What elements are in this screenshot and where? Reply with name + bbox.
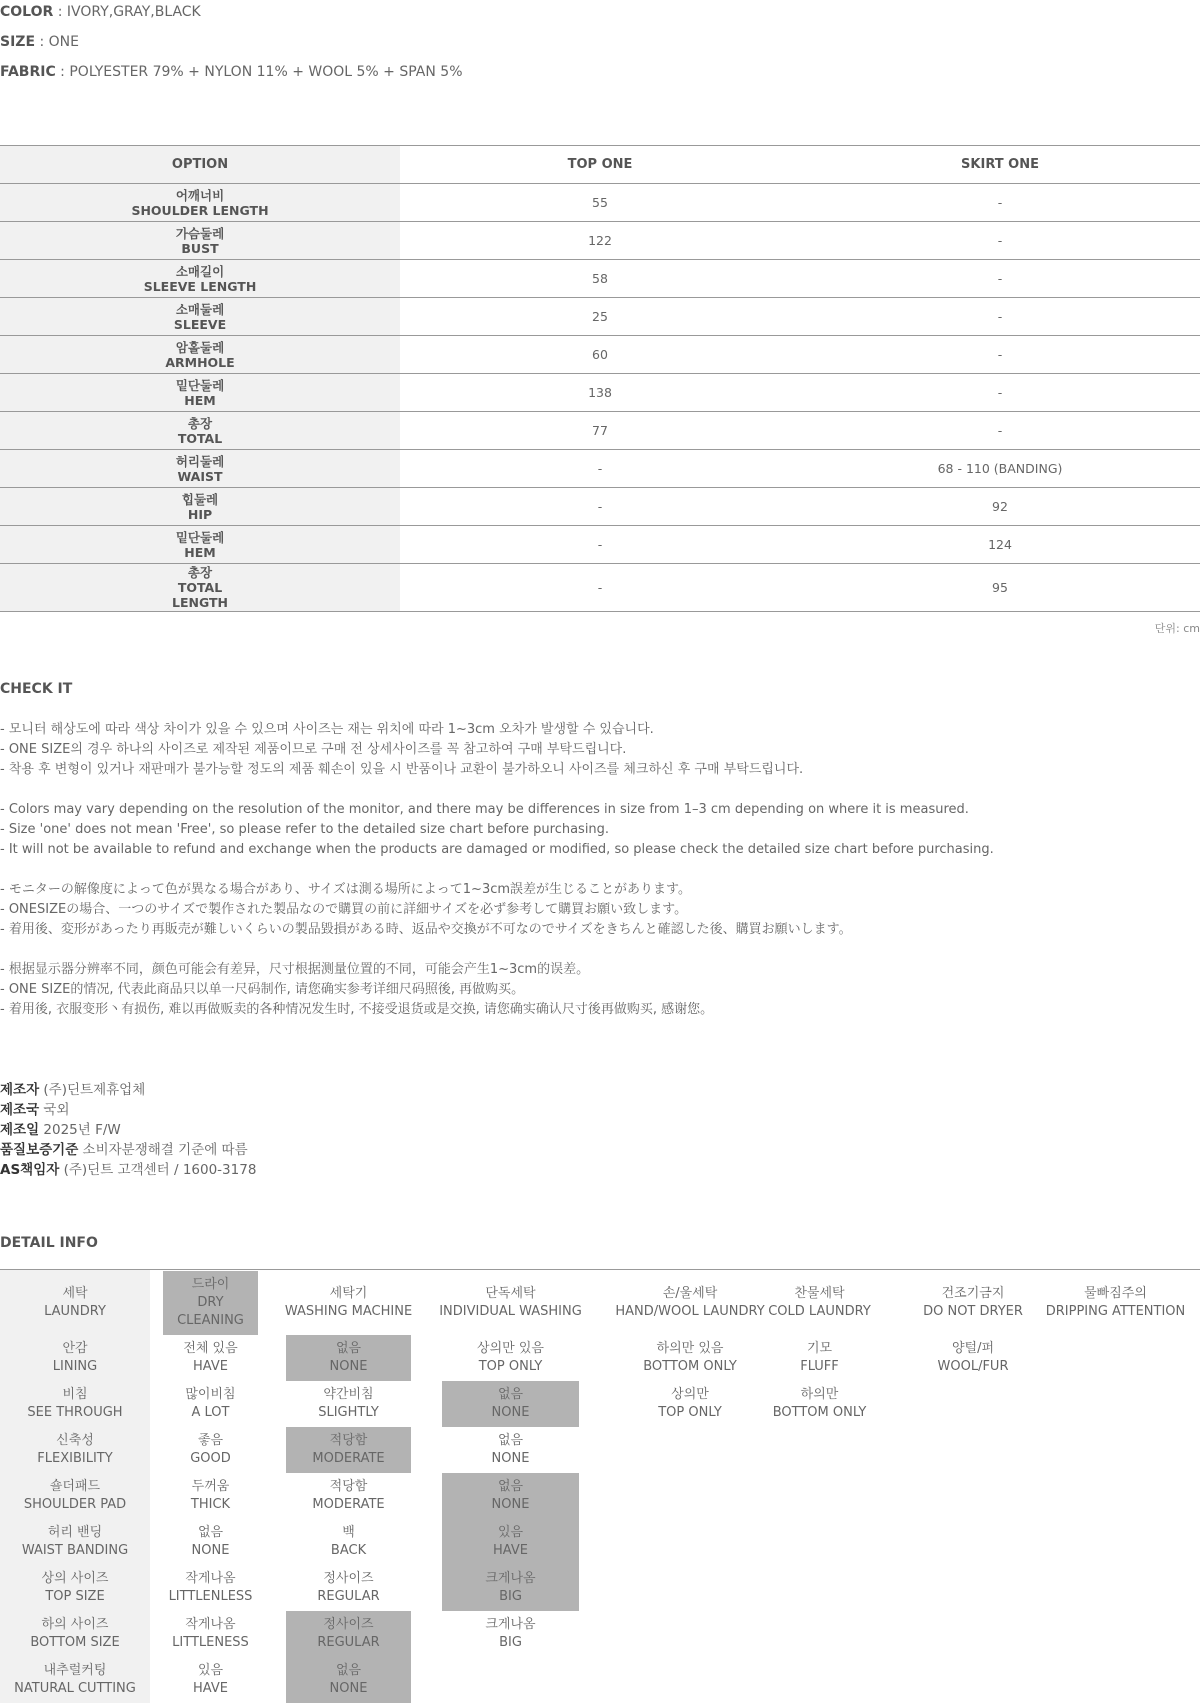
detail-option-text: 없음 [335,1341,362,1356]
top-value-cell: - [400,488,800,526]
detail-option [610,1335,770,1381]
table-row [0,336,1200,374]
detail-row-label [0,1335,150,1381]
detail-option-selected [286,1335,411,1381]
option-label: 소매길이 [175,263,225,279]
skirt-value-cell: - [800,374,1200,412]
skirt-value-cell: 95 [800,564,1200,612]
table-row [0,222,1200,260]
detail-row-label [0,1519,150,1565]
detail-option-selected [442,1519,579,1565]
option-cell [0,336,400,374]
option-cell [0,450,400,488]
header-skirt: SKIRT ONE [800,146,1200,184]
detail-option [918,1271,1028,1335]
maker-label: 제조국 [0,1102,40,1118]
detail-option-text: 없음 [335,1663,362,1678]
detail-option-text: 건조기금지 [941,1286,1005,1301]
option-cell [0,412,400,450]
option-cell [0,184,400,222]
detail-label-text: 내추럴커팅 [43,1663,107,1678]
detail-option-text: 물빠짐주의 [1084,1286,1147,1301]
detail-option-text: 정사이즈 [323,1617,374,1632]
top-value-cell: - [400,450,800,488]
spec-fabric [0,64,463,80]
detail-option [163,1427,258,1473]
detail-option-text: 적당함 [329,1479,368,1494]
table-row [0,374,1200,412]
maker-info [0,1080,256,1180]
detail-option-text: NONE [491,1451,530,1466]
detail-option-text: BOTTOM ONLY [643,1359,737,1374]
detail-option-text: CLEANING [177,1313,244,1328]
detail-option-text: HAVE [493,1543,528,1558]
detail-option-text: MODERATE [312,1497,385,1512]
detail-option-text: BOTTOM ONLY [772,1405,867,1420]
detail-option-text: BACK [330,1543,367,1558]
option-label: ARMHOLE [165,354,235,370]
detail-option-text: 단독세탁 [485,1286,536,1301]
skirt-value-cell: - [800,184,1200,222]
detail-option-text: 찬물세탁 [794,1286,845,1301]
skirt-value-cell: 92 [800,488,1200,526]
detail-option-text: FLUFF [800,1359,839,1374]
option-label: 힙둘레 [181,491,219,507]
detail-option-text: NONE [491,1497,530,1512]
note-line: - モニターの解像度によって色が異なる場合があり、サイズは測る場所によって1~3cm誤差が生じることがあります。 [0,882,691,897]
detail-option [762,1335,877,1381]
note-line: - ONESIZEの場合、一つのサイズで製作された製品なので購買の前に詳細サイズを必ず参考して購買お願い致します。 [0,902,688,917]
maker-value: (주)딘트제휴업체 [39,1082,146,1098]
maker-value: 2025년 F/W [39,1122,121,1138]
option-label: HIP [187,506,213,522]
detail-label-text: TOP SIZE [45,1589,105,1604]
maker-label: 제조일 [0,1122,40,1138]
size-table [0,145,1200,612]
skirt-value-cell: - [800,222,1200,260]
detail-option [439,1271,582,1335]
skirt-value-cell: - [800,298,1200,336]
detail-option-text: 좋음 [197,1433,224,1448]
spec-color [0,4,201,20]
maker-row [0,1120,256,1140]
notes-en [0,800,994,860]
spec-value: : POLYESTER 79% + NYLON 11% + WOOL 5% + SPAN 5% [55,64,463,80]
detail-option-text: BIG [499,1589,522,1604]
option-label: 어깨너비 [175,187,225,203]
option-cell [0,298,400,336]
note-line: - 착용 후 변형이 있거나 재판매가 불가능할 정도의 제품 훼손이 있을 시 반품이나 교환이 불가하오니 사이즈를 체크하신 후 구매 부탁드립니다. [0,762,804,777]
skirt-value-cell: - [800,260,1200,298]
check-it-title: CHECK IT [0,681,73,697]
detail-option-text: 약간비침 [323,1387,374,1402]
maker-row [0,1080,256,1100]
detail-option-text: 전체 있음 [183,1341,238,1356]
option-label: 밑단둘레 [175,529,225,545]
detail-option [610,1381,770,1427]
detail-option-text: REGULAR [317,1589,380,1604]
detail-option-text: TOP ONLY [658,1405,722,1420]
option-label: TOTAL [177,580,223,595]
option-label: LENGTH [172,595,228,610]
top-value-cell: 77 [400,412,800,450]
detail-label-text: LINING [52,1359,98,1374]
detail-option-text: 정사이즈 [323,1571,374,1586]
table-row [0,260,1200,298]
note-line: - 着用後, 衣服变形丶有损伤, 难以再做贩卖的各种情况发生时, 不接受退货或是交换, 请您确实确认尺寸後再做购买, 感谢您。 [0,1002,714,1017]
detail-option-text: WASHING MACHINE [284,1304,413,1319]
table-row [0,450,1200,488]
maker-label: 품질보증기준 [0,1142,79,1158]
table-row [0,564,1200,612]
notes-ja [0,880,852,940]
detail-info-grid [0,1269,1200,1703]
detail-option-text: INDIVIDUAL WASHING [439,1304,582,1319]
detail-option-text: 하의만 있음 [656,1341,724,1356]
top-value-cell: 138 [400,374,800,412]
detail-option-text: 없음 [197,1525,224,1540]
detail-option-text: 없음 [497,1433,524,1448]
detail-option-text: 백 [342,1525,355,1540]
maker-value: 국외 [39,1102,70,1118]
detail-option [286,1271,411,1335]
detail-option-selected [442,1381,579,1427]
option-cell [0,526,400,564]
detail-option-text: 세탁기 [329,1286,368,1301]
spec-value: : ONE [35,34,79,50]
option-label: SLEEVE [173,316,227,332]
detail-option-text: NONE [329,1359,368,1374]
detail-label-text: BOTTOM SIZE [30,1635,120,1650]
detail-option-text: SLIGHTLY [318,1405,379,1420]
skirt-value-cell: - [800,336,1200,374]
detail-option-text: HAVE [193,1681,228,1696]
detail-option [762,1271,877,1335]
detail-label-text: 하의 사이즈 [41,1617,109,1632]
detail-label-text: NATURAL CUTTING [14,1681,136,1696]
detail-option-text: GOOD [190,1451,231,1466]
detail-option-selected [163,1271,258,1335]
spec-size [0,34,79,50]
detail-option-text: 적당함 [329,1433,368,1448]
option-label: TOTAL [177,430,223,446]
spec-label: COLOR [0,4,54,20]
detail-label-text: 숄더패드 [49,1479,101,1494]
option-label: WAIST [177,468,223,484]
detail-label-text: 안감 [62,1341,88,1356]
top-value-cell: 25 [400,298,800,336]
detail-option [1043,1271,1188,1335]
detail-option-text: REGULAR [317,1635,380,1650]
detail-option-text: 손/울세탁 [662,1286,718,1301]
detail-row-label [0,1611,150,1657]
option-label: 암홀둘레 [175,339,225,355]
detail-option-text: DO NOT DRYER [923,1304,1023,1319]
detail-option-text: 없음 [497,1387,524,1402]
detail-row-label [0,1565,150,1611]
detail-option [163,1473,258,1519]
detail-option-text: LITTLENESS [172,1635,249,1650]
detail-option [163,1657,258,1703]
detail-info-title: DETAIL INFO [0,1235,98,1251]
detail-label-text: SHOULDER PAD [23,1497,127,1512]
detail-option [918,1335,1028,1381]
detail-option-text: TOP ONLY [478,1359,543,1374]
option-cell [0,260,400,298]
option-label: BUST [181,240,219,256]
header-top: TOP ONE [400,146,800,184]
maker-label: AS책임자 [0,1162,60,1178]
detail-option [163,1335,258,1381]
detail-option-text: 작게나옴 [185,1571,236,1586]
detail-option-text: 많이비침 [185,1387,236,1402]
option-label: 총장 [187,415,213,431]
detail-option-text: 크게나옴 [485,1571,536,1586]
detail-option [163,1565,258,1611]
option-cell [0,374,400,412]
detail-label-text: 세탁 [62,1286,88,1301]
detail-option [286,1473,411,1519]
notes-ko [0,720,803,780]
detail-option-text: DRY [197,1295,224,1310]
skirt-value-cell: 124 [800,526,1200,564]
spec-label: FABRIC [0,64,56,80]
detail-label-text: WAIST BANDING [21,1543,129,1558]
spec-value: : IVORY,GRAY,BLACK [53,4,201,20]
detail-option-text: 기모 [806,1341,833,1356]
detail-option-text: BIG [499,1635,522,1650]
detail-label-text: LAUNDRY [44,1304,106,1319]
detail-option-text: NONE [191,1543,230,1558]
top-value-cell: - [400,526,800,564]
maker-label: 제조자 [0,1082,40,1098]
top-value-cell: 55 [400,184,800,222]
maker-value: 소비자분쟁해결 기준에 따름 [78,1142,248,1158]
detail-label-text: 상의 사이즈 [41,1571,109,1586]
skirt-value-cell: 68 - 110 (BANDING) [800,450,1200,488]
detail-option-text: MODERATE [312,1451,385,1466]
maker-value: (주)딘트 고객센터 / 1600-3178 [59,1162,257,1178]
detail-option-selected [442,1565,579,1611]
detail-option-text: 하의만 [800,1387,839,1402]
top-value-cell: 60 [400,336,800,374]
notes-zh [0,960,713,1020]
maker-row [0,1160,256,1180]
note-line: - ONE SIZE的情况, 代表此商品只以单一尺码制作, 请您确实参考详细尺码照後, 再做购买。 [0,982,525,997]
note-line: - 着用後、変形があったり再販売が難しいくらいの製品毀損がある時、返品や交換が不可なのでサイズをきちんと確認した後、購買お願いします。 [0,922,852,937]
option-cell [0,564,400,612]
option-label: 총장 [187,565,213,580]
option-label: HEM [184,544,216,560]
detail-option [610,1271,770,1335]
option-label: SHOULDER LENGTH [131,202,269,218]
detail-option-selected [286,1657,411,1703]
detail-option-text: 상의만 [671,1387,709,1402]
detail-option-text: THICK [190,1497,231,1512]
note-line: - Size 'one' does not mean 'Free', so please refer to the detailed size chart before purchasing. [0,822,610,837]
skirt-value-cell: - [800,412,1200,450]
detail-option [442,1335,579,1381]
detail-row-label [0,1473,150,1519]
detail-option-text: 상의만 있음 [477,1341,544,1356]
note-line: - 根据显示器分辨率不同，颜色可能会有差异，尺寸根据测量位置的不同，可能会产生1~3cm的误差。 [0,962,590,977]
detail-label-text: FLEXIBILITY [37,1451,113,1466]
table-row [0,184,1200,222]
table-row [0,412,1200,450]
note-line: - Colors may vary depending on the resolution of the monitor, and there may be differences in size from 1–3 cm depending on where it is measured. [0,802,969,817]
detail-option [286,1565,411,1611]
detail-label-text: 허리 밴딩 [47,1525,103,1540]
detail-option-selected [286,1427,411,1473]
detail-option-text: 크게나옴 [485,1617,536,1632]
detail-option-text: 작게나옴 [185,1617,236,1632]
detail-option [442,1427,579,1473]
detail-option-text: 양털/퍼 [951,1341,995,1356]
option-label: HEM [184,392,216,408]
detail-option [163,1611,258,1657]
detail-label-text: 비침 [62,1387,88,1402]
top-value-cell: 58 [400,260,800,298]
detail-option [762,1381,877,1427]
table-row [0,298,1200,336]
top-value-cell: 122 [400,222,800,260]
detail-option-text: 드라이 [191,1277,230,1292]
size-table-header [0,146,1200,184]
note-line: - It will not be available to refund and exchange when the products are damaged or modified, so please check the detailed size chart before purchasing. [0,842,994,857]
table-row [0,488,1200,526]
note-line: - ONE SIZE의 경우 하나의 사이즈로 제작된 제품이므로 구매 전 상세사이즈를 꼭 참고하여 구매 부탁드립니다. [0,742,627,757]
detail-option-selected [286,1611,411,1657]
maker-row [0,1140,256,1160]
detail-row-label [0,1271,150,1335]
detail-label-text: 신축성 [56,1433,94,1448]
table-row [0,526,1200,564]
detail-option-text: HAVE [193,1359,228,1374]
detail-option-text: 있음 [197,1663,224,1678]
note-line: - 모니터 해상도에 따라 색상 차이가 있을 수 있으며 사이즈는 재는 위치에 따라 1~3cm 오차가 발생할 수 있습니다. [0,722,654,737]
detail-option [163,1519,258,1565]
detail-option [442,1611,579,1657]
detail-row-label [0,1657,150,1703]
spec-label: SIZE [0,34,36,50]
detail-option [163,1381,258,1427]
detail-row-label [0,1381,150,1427]
detail-option-text: COLD LAUNDRY [768,1304,871,1319]
detail-row-label [0,1427,150,1473]
detail-option-text: 있음 [497,1525,524,1540]
detail-option-text: 없음 [497,1479,524,1494]
top-value-cell: - [400,564,800,612]
detail-option-text: 두꺼움 [191,1479,230,1494]
detail-label-text: SEE THROUGH [27,1405,123,1420]
detail-option-text: NONE [329,1681,368,1696]
maker-row [0,1100,256,1120]
header-option: OPTION [0,146,400,184]
detail-option-text: LITTLENLESS [168,1589,253,1604]
detail-option [286,1381,411,1427]
detail-option-text: NONE [491,1405,530,1420]
detail-option-text: A LOT [191,1405,230,1420]
option-label: 소매둘레 [175,301,225,317]
detail-option-text: DRIPPING ATTENTION [1045,1304,1186,1319]
option-cell [0,222,400,260]
detail-option-text: WOOL/FUR [937,1359,1009,1374]
detail-option-text: HAND/WOOL LAUNDRY [615,1304,765,1319]
option-label: 가슴둘레 [175,225,225,241]
unit-note: 단위: cm [1154,622,1200,635]
detail-option [286,1519,411,1565]
option-label: 밑단둘레 [175,377,225,393]
option-label: SLEEVE LENGTH [143,278,257,294]
option-cell [0,488,400,526]
option-label: 허리둘레 [175,453,225,469]
detail-option-selected [442,1473,579,1519]
